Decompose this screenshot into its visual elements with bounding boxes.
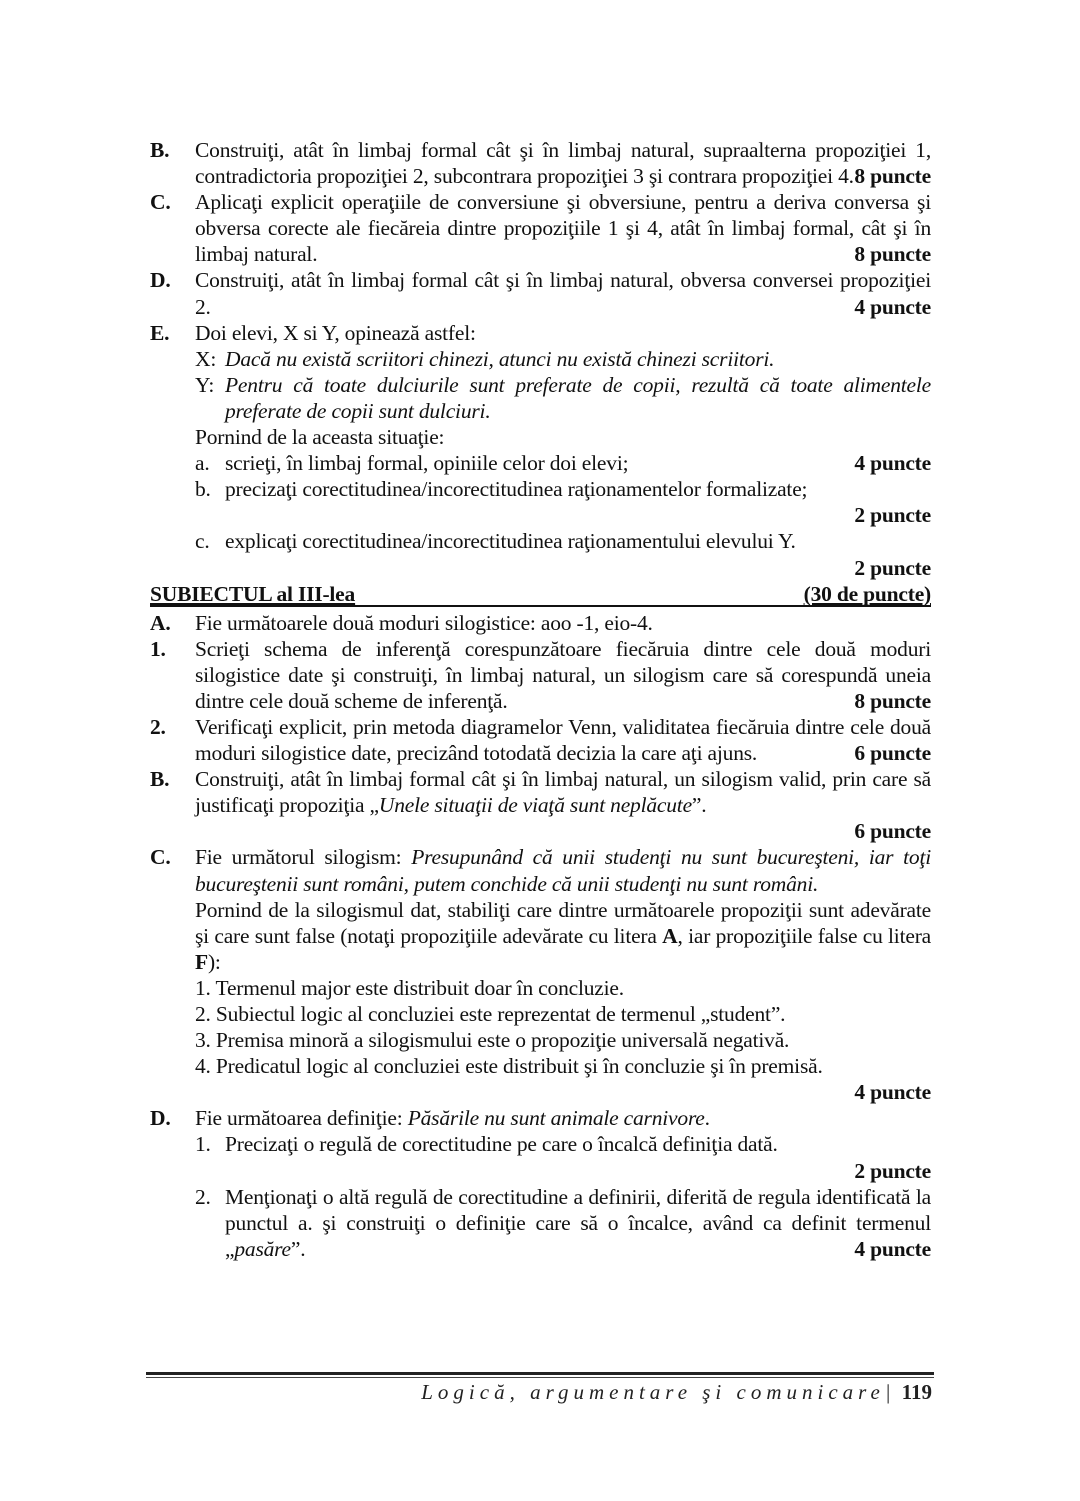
points: 2 puncte — [854, 1158, 931, 1183]
item-text: Construiţi, atât în limbaj formal cât şi în limbaj natural, supraalterna propoziţiei 1, contradictoria propoziţiei 2, subcontrara propoziţiei 3 şi contrara propoziţiei 4. 8 puncte — [195, 138, 931, 189]
syllogism-text: Fie următorul silogism: Presupunând că unii studenţi nu sunt bucureşteni, iar toţi bucureştenii sunt români, putem conchide că unii studenţi nu sunt români. — [195, 845, 931, 896]
points: 4 puncte — [854, 451, 931, 476]
statement: 3. Premisa minoră a silogismului este o propoziţie universală negativă. — [195, 1028, 790, 1053]
item-a2 — [150, 714, 931, 766]
item-a1 — [150, 636, 931, 714]
statement: 2. Subiectul logic al concluziei este reprezentat de termenul „student”. — [195, 1002, 786, 1026]
task-a: a. scrieţi, în limbaj formal, opiniile celor doi elevi; 4 puncte — [195, 451, 931, 476]
item-text: Aplicaţi explicit operaţiile de conversiune şi obversiune, pentru a deriva conversa şi obversa corecte ale fiecăreia dintre propoziţiile 1 şi 4, atât în limbaj formal, cât şi în limbaj natural. 8 puncte — [195, 190, 931, 267]
task-b: b. precizaţi corectitudinea/incorectitudinea raţionamentelor formalizate; — [195, 477, 808, 502]
points: 8 puncte — [854, 242, 931, 267]
footer-rule — [146, 1372, 934, 1375]
points: 2 puncte — [854, 555, 931, 580]
task-1: 1. Precizaţi o regulă de corectitudine pe care o încalcă definiţia dată. — [195, 1132, 778, 1157]
statement: 4. Predicatul logic al concluziei este distribuit şi în concluzie şi în premisă. — [195, 1054, 823, 1079]
section-heading — [150, 581, 931, 607]
section-title: SUBIECTUL al III-lea — [150, 581, 356, 606]
item-label: C. — [150, 190, 171, 215]
exam-page — [150, 137, 931, 1262]
points: 6 puncte — [854, 819, 931, 844]
item-b — [150, 137, 931, 189]
item-label: A. — [150, 610, 171, 635]
page-footer — [421, 1380, 932, 1405]
opinion-x: X: Dacă nu există scriitori chinezi, atunci nu există chinezi scriitori. — [195, 346, 775, 371]
item-text: Fie următoarele două moduri silogistice: aoo -1, eio-4. — [195, 610, 653, 635]
item-label: 1. — [150, 636, 166, 661]
item-d — [150, 267, 931, 319]
item-lead: Pornind de la aceasta situaţie: — [195, 425, 445, 450]
opinion-y: Y: Pentru că toate dulciurile sunt preferate de copii, rezultă că toate alimentele preferate de copii sunt dulciuri. — [195, 372, 931, 423]
points: 4 puncte — [854, 294, 931, 319]
points: 8 puncte — [854, 164, 931, 189]
points: 4 puncte — [854, 1236, 931, 1261]
item-label: E. — [150, 320, 170, 345]
points: 8 puncte — [854, 688, 931, 713]
item-c — [150, 189, 931, 267]
item-text: Scrieţi schema de inferenţă corespunzătoare fiecăruia dintre cele două moduri silogistice date şi construiţi, în limbaj natural, un silogism care să corespundă uneia dintre cele două scheme de inferenţă. 8 puncte — [195, 636, 931, 713]
footer-rule-thin — [146, 1377, 934, 1378]
item-b-s3 — [150, 766, 931, 844]
item-c-s3 — [150, 844, 931, 1105]
definition-text: Fie următoarea definiţie: Păsările nu sunt animale carnivore. — [195, 1106, 710, 1131]
section-total: (30 de puncte) — [803, 581, 931, 606]
item-intro: Doi elevi, X si Y, opinează astfel: — [195, 320, 476, 345]
item-text: Construiţi, atât în limbaj formal cât şi în limbaj natural, un silogism valid, prin care să justificaţi propoziţia „Unele situaţii de viaţă sunt neplăcute”. — [195, 767, 931, 818]
page-number: 119 — [901, 1380, 932, 1404]
item-label: 2. — [150, 714, 166, 739]
points: 2 puncte — [854, 503, 931, 528]
points: 4 puncte — [854, 1080, 931, 1105]
instruction-text: Pornind de la silogismul dat, stabiliţi care dintre următoarele propoziţii sunt adevărate şi care sunt false (notaţi propoziţiile adevărate cu litera A, iar propoziţiile false cu litera F): — [195, 897, 931, 974]
task-2: 2. Menţionaţi o altă regulă de corectitudine a definirii, diferită de regula identificată la punctul a. şi construiţi o definiţie care să o încalce, având ca definit termenul „pasăre”. 4 puncte — [195, 1184, 931, 1261]
item-e — [150, 320, 931, 581]
item-label: D. — [150, 1106, 171, 1131]
item-text: Construiţi, atât în limbaj formal cât şi în limbaj natural, obversa conversei propoziţiei 2. 4 puncte — [195, 268, 931, 319]
item-label: C. — [150, 845, 171, 870]
points: 6 puncte — [854, 741, 931, 766]
item-label: B. — [150, 767, 170, 792]
item-a — [150, 610, 931, 636]
item-label: D. — [150, 268, 171, 293]
item-d-s3 — [150, 1105, 931, 1262]
statement: 1. Termenul major este distribuit doar în concluzie. — [195, 975, 624, 1000]
item-label: B. — [150, 138, 170, 162]
footer-title: Logică, argumentare şi comunicare| — [421, 1380, 896, 1404]
item-text: Verificaţi explicit, prin metoda diagramelor Venn, validitatea fiecăruia dintre cele două moduri silogistice date, precizând totodată decizia la care aţi ajuns. 6 puncte — [195, 714, 931, 766]
task-c: c. explicaţi corectitudinea/incorectitudinea raţionamentului elevului Y. — [195, 529, 796, 554]
